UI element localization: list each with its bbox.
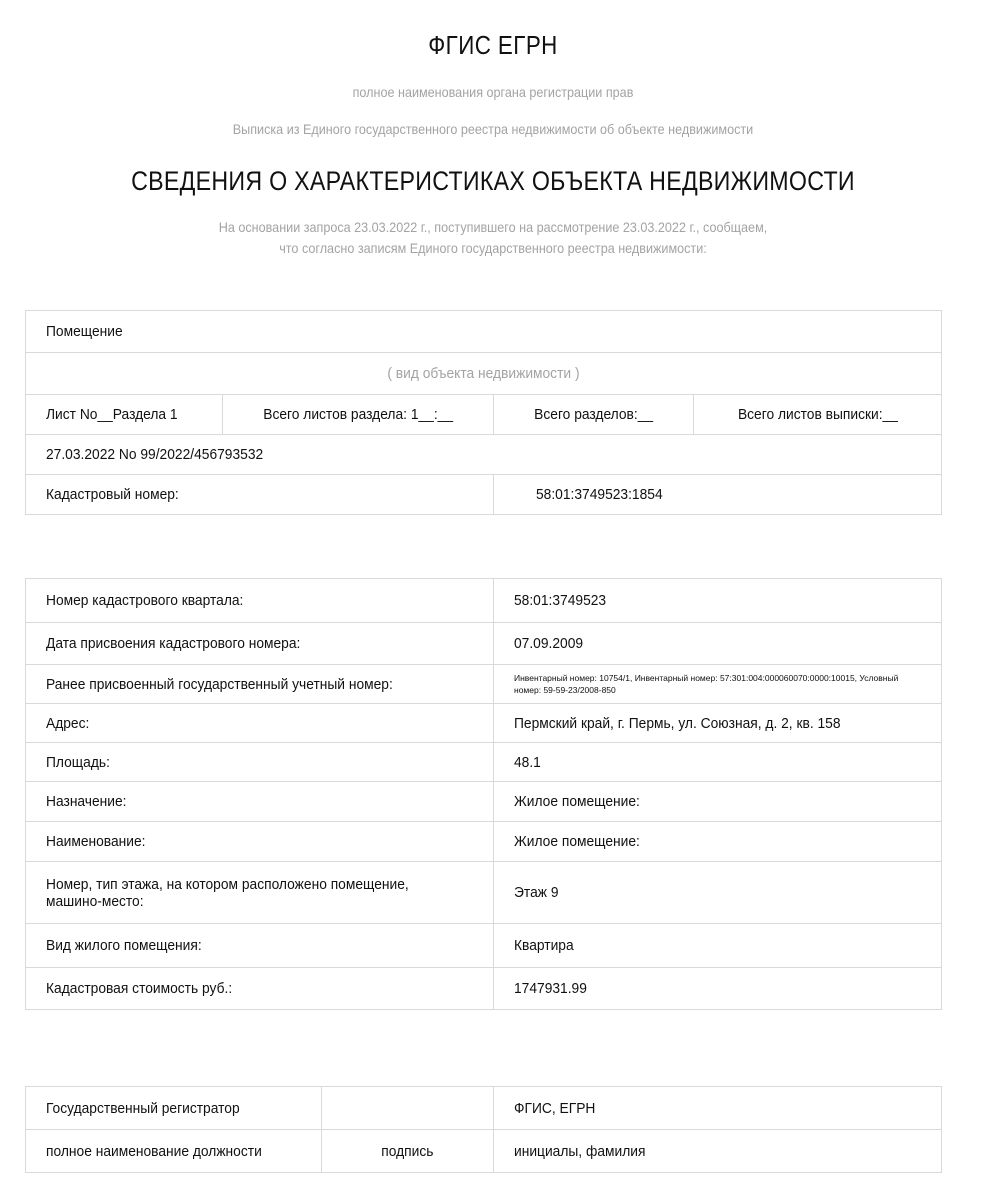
cadastral-number-row bbox=[26, 475, 942, 515]
detail-label: Площадь: bbox=[46, 753, 110, 771]
sheets-row bbox=[26, 395, 942, 435]
detail-label: Номер, тип этажа, на котором расположено помещение, машино-место: bbox=[46, 875, 409, 910]
detail-label: Наименование: bbox=[46, 833, 146, 850]
table-row bbox=[26, 862, 942, 924]
object-type-row bbox=[26, 311, 942, 353]
registrar-row bbox=[26, 1087, 942, 1130]
cadastral-number-label: Кадастровый номер: bbox=[46, 486, 179, 503]
position-caption: полное наименование должности bbox=[46, 1142, 262, 1160]
detail-label: Кадастровая стоимость руб.: bbox=[46, 980, 233, 997]
registrar-label: Государственный регистратор bbox=[46, 1099, 240, 1117]
detail-value: Этаж 9 bbox=[514, 884, 559, 901]
detail-value: Пермский край, г. Пермь, ул. Союзная, д. 2, кв. 158 bbox=[514, 714, 841, 732]
detail-value: Инвентарный номер: 10754/1, Инвентарный номер: 57:301:004:000060070:0000:10015, Условный номер: 59-59-23/2008-850 bbox=[514, 673, 899, 695]
table-row bbox=[26, 968, 942, 1010]
detail-value: Квартира bbox=[514, 937, 574, 954]
sheets-in-section: Всего листов раздела: 1__:__ bbox=[263, 406, 453, 423]
basis-line-2: что согласно записям Единого государственного реестра недвижимости: bbox=[279, 240, 707, 256]
object-type-caption: ( вид объекта недвижимости ) bbox=[387, 365, 580, 382]
table-row bbox=[26, 579, 942, 623]
table-row bbox=[26, 704, 942, 743]
doc-reference: 27.03.2022 No 99/2022/456793532 bbox=[46, 446, 264, 463]
organ-caption: полное наименования органа регистрации прав bbox=[352, 84, 634, 100]
sheets-total: Всего листов выписки:__ bbox=[737, 406, 898, 423]
name-caption: инициалы, фамилия bbox=[514, 1142, 646, 1160]
detail-label: Номер кадастрового квартала: bbox=[46, 592, 244, 609]
signature-captions-row bbox=[26, 1130, 942, 1173]
detail-value: 48.1 bbox=[514, 753, 541, 771]
summary-table bbox=[25, 310, 942, 515]
detail-label: Ранее присвоенный государственный учетный номер: bbox=[46, 675, 393, 693]
document-heading: СВЕДЕНИЯ О ХАРАКТЕРИСТИКАХ ОБЪЕКТА НЕДВИЖИМОСТИ bbox=[131, 166, 855, 196]
detail-value: Жилое помещение: bbox=[514, 833, 640, 850]
table-row bbox=[26, 924, 942, 968]
detail-label: Назначение: bbox=[46, 793, 127, 810]
table-row bbox=[26, 743, 942, 782]
basis-text bbox=[49, 217, 936, 259]
basis-line-1: На основании запроса 23.03.2022 г., поступившего на рассмотрение 23.03.2022 г., сообщаем, bbox=[218, 219, 768, 235]
registry-title: ФГИС ЕГРН bbox=[428, 30, 558, 60]
signature-table bbox=[25, 1086, 942, 1173]
object-type: Помещение bbox=[46, 323, 123, 340]
table-row bbox=[26, 782, 942, 822]
detail-label: Вид жилого помещения: bbox=[46, 937, 202, 954]
sheet-number: Лист No__Раздела 1 bbox=[46, 406, 178, 423]
detail-label: Адрес: bbox=[46, 714, 90, 732]
detail-value: Жилое помещение: bbox=[514, 793, 640, 810]
doc-ref-row bbox=[26, 435, 942, 475]
detail-value: 07.09.2009 bbox=[514, 635, 584, 652]
detail-value: 58:01:3749523 bbox=[514, 592, 607, 609]
details-table bbox=[25, 578, 942, 1010]
signature-field bbox=[322, 1087, 494, 1130]
table-row bbox=[26, 623, 942, 665]
cadastral-number-value: 58:01:3749523:1854 bbox=[536, 486, 663, 503]
table-row bbox=[26, 822, 942, 862]
sections-total: Всего разделов:__ bbox=[534, 406, 653, 423]
object-type-caption-row bbox=[26, 353, 942, 395]
table-row bbox=[26, 665, 942, 704]
detail-label: Дата присвоения кадастрового номера: bbox=[46, 635, 301, 652]
signature-caption: подпись bbox=[381, 1142, 434, 1160]
registrar-value: ФГИС, ЕГРН bbox=[514, 1099, 596, 1117]
detail-value: 1747931.99 bbox=[514, 980, 587, 997]
extract-caption: Выписка из Единого государственного реестра недвижимости об объекте недвижимости bbox=[232, 121, 754, 137]
